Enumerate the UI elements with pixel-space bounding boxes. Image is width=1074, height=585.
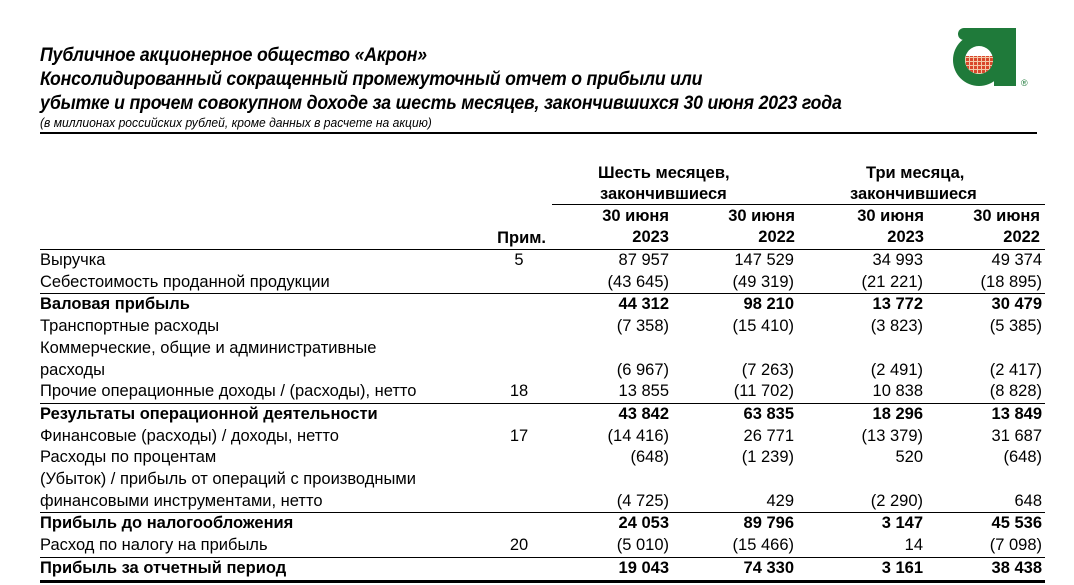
row-note (490, 447, 548, 469)
row-note (490, 338, 548, 360)
table-row-total (40, 294, 1045, 316)
row-value-period-2 (672, 469, 797, 491)
row-note (490, 294, 548, 316)
row-value-period-3 (797, 469, 926, 491)
table-row-total (40, 403, 1045, 425)
company-name: Публичное акционерное общество «Акрон» (40, 45, 427, 66)
row-note (490, 403, 548, 425)
row-value-period-3: 14 (904, 536, 923, 555)
row-value-period-4: (8 828) (989, 382, 1042, 401)
row-note: 20 (509, 536, 529, 555)
row-value-period-1 (548, 469, 672, 491)
row-value-period-3: (21 221) (861, 272, 923, 291)
row-note (490, 491, 548, 513)
table-row (40, 272, 1045, 294)
period-1-date: 30 июня (602, 207, 669, 225)
row-value-period-2: (1 239) (741, 448, 794, 467)
row-value-period-1: 87 957 (548, 250, 672, 272)
row-value-period-4: (5 385) (989, 317, 1042, 336)
row-value-period-4: 45 536 (926, 513, 1045, 535)
row-value-period-2 (672, 338, 797, 360)
period-2-year: 2022 (758, 228, 795, 246)
table-row (40, 426, 1045, 448)
row-value-period-1: 24 053 (548, 513, 672, 535)
row-note (490, 513, 548, 535)
row-value-period-4: (18 895) (980, 272, 1042, 291)
row-value-period-4: (648) (1003, 448, 1042, 467)
row-value-period-2: 26 771 (743, 426, 794, 445)
period-4-date: 30 июня (973, 207, 1040, 225)
row-label: Результаты операционной деятельности (40, 403, 490, 425)
row-value-period-3: 34 993 (797, 250, 926, 272)
row-label: Прочие операционные доходы / (расходы), нетто (40, 382, 417, 401)
row-label: Валовая прибыль (40, 294, 490, 316)
period-2-date: 30 июня (728, 207, 795, 225)
row-value-period-1: 44 312 (548, 294, 672, 316)
row-label: Выручка (40, 250, 490, 272)
row-note (490, 316, 548, 338)
row-label: расходы (40, 360, 105, 379)
table-row (40, 360, 1045, 382)
row-value-period-4: 31 687 (991, 426, 1042, 445)
note-column-header: Прим. (497, 229, 546, 247)
row-value-period-1: (6 967) (616, 360, 669, 379)
group-six-months-line2: закончившиеся (600, 185, 727, 203)
acron-logo-icon (950, 26, 1030, 90)
row-value-period-1: (5 010) (616, 536, 669, 555)
row-value-period-2: (15 410) (732, 317, 794, 336)
row-value-period-2: 63 835 (672, 403, 797, 425)
report-title-line2: убытке и прочем совокупном доходе за шесть месяцев, закончившихся 30 июня 2023 года (40, 93, 842, 114)
table-row-total (40, 557, 1045, 581)
row-value-period-1: 13 855 (618, 382, 669, 401)
income-statement-table (40, 249, 1045, 583)
row-label: Расход по налогу на прибыль (40, 536, 268, 555)
row-value-period-3: 13 772 (797, 294, 926, 316)
row-value-period-1: (4 725) (616, 491, 669, 510)
row-value-period-4: 38 438 (926, 557, 1045, 581)
row-value-period-1: (43 645) (607, 272, 669, 291)
row-value-period-4 (926, 469, 1045, 491)
row-value-period-4: (7 098) (989, 536, 1042, 555)
group-six-months-line1: Шесть месяцев, (598, 164, 730, 182)
group-three-months-line1: Три месяца, (866, 164, 965, 182)
row-note (490, 469, 548, 491)
title-divider (40, 132, 1037, 134)
row-label: Транспортные расходы (40, 317, 220, 336)
row-note: 18 (509, 382, 529, 401)
row-value-period-2: 147 529 (672, 250, 797, 272)
row-value-period-4: 648 (1014, 491, 1042, 510)
table-row (40, 250, 1045, 272)
row-label: Себестоимость проданной продукции (40, 272, 330, 291)
table-row (40, 338, 1045, 360)
row-label: Прибыль до налогообложения (40, 513, 490, 535)
table-row (40, 316, 1045, 338)
row-value-period-4: (2 417) (989, 360, 1042, 379)
row-value-period-4: 30 479 (926, 294, 1045, 316)
group-three-months-line2: закончившиеся (850, 185, 977, 203)
table-row-total (40, 513, 1045, 535)
row-value-period-2: (7 263) (741, 360, 794, 379)
row-label: (Убыток) / прибыль от операций с производными (40, 470, 416, 489)
row-value-period-2: 89 796 (672, 513, 797, 535)
table-row (40, 535, 1045, 557)
table-row (40, 469, 1045, 491)
period-3-year: 2023 (887, 228, 924, 246)
row-value-period-3: (2 290) (870, 491, 923, 510)
table-row (40, 447, 1045, 469)
row-note (490, 557, 548, 581)
row-note: 5 (490, 250, 548, 272)
period-3-date: 30 июня (857, 207, 924, 225)
period-1-year: 2023 (632, 228, 669, 246)
row-note: 17 (509, 426, 529, 445)
row-label: Прибыль за отчетный период (40, 557, 490, 581)
row-note (490, 360, 548, 382)
row-value-period-2: 429 (766, 491, 794, 510)
svg-text:®: ® (1021, 78, 1028, 88)
row-value-period-3 (797, 338, 926, 360)
row-label: Финансовые (расходы) / доходы, нетто (40, 426, 339, 445)
row-value-period-2: (11 702) (733, 382, 794, 401)
row-value-period-3: 520 (895, 448, 923, 467)
row-value-period-2: (15 466) (732, 536, 794, 555)
row-label: финансовыми инструментами, нетто (40, 491, 323, 510)
row-value-period-3: 3 161 (797, 557, 926, 581)
report-title-line1: Консолидированный сокращенный промежуточный отчет о прибыли или (40, 69, 703, 90)
row-value-period-1: (7 358) (616, 317, 669, 336)
row-value-period-1: 19 043 (548, 557, 672, 581)
row-value-period-3: (3 823) (870, 317, 923, 336)
row-label: Расходы по процентам (40, 448, 217, 467)
table-row (40, 381, 1045, 403)
row-value-period-3: 18 296 (797, 403, 926, 425)
row-value-period-2: (49 319) (732, 272, 794, 291)
row-value-period-4: 49 374 (926, 250, 1045, 272)
row-value-period-3: (13 379) (861, 426, 923, 445)
table-row (40, 491, 1045, 513)
row-value-period-3: 3 147 (797, 513, 926, 535)
row-value-period-1: (648) (630, 448, 669, 467)
row-value-period-3: 10 838 (872, 382, 923, 401)
row-value-period-3: (2 491) (870, 360, 923, 379)
row-value-period-1: 43 842 (548, 403, 672, 425)
row-label: Коммерческие, общие и административные (40, 338, 377, 357)
row-value-period-2: 98 210 (672, 294, 797, 316)
report-subtitle: (в миллионах российских рублей, кроме данных в расчете на акцию) (40, 115, 432, 130)
row-value-period-4 (926, 338, 1045, 360)
period-4-year: 2022 (1003, 228, 1040, 246)
row-value-period-4: 13 849 (926, 403, 1045, 425)
row-value-period-1: (14 416) (607, 426, 669, 445)
row-note (490, 272, 548, 294)
row-value-period-2: 74 330 (672, 557, 797, 581)
row-value-period-1 (548, 338, 672, 360)
